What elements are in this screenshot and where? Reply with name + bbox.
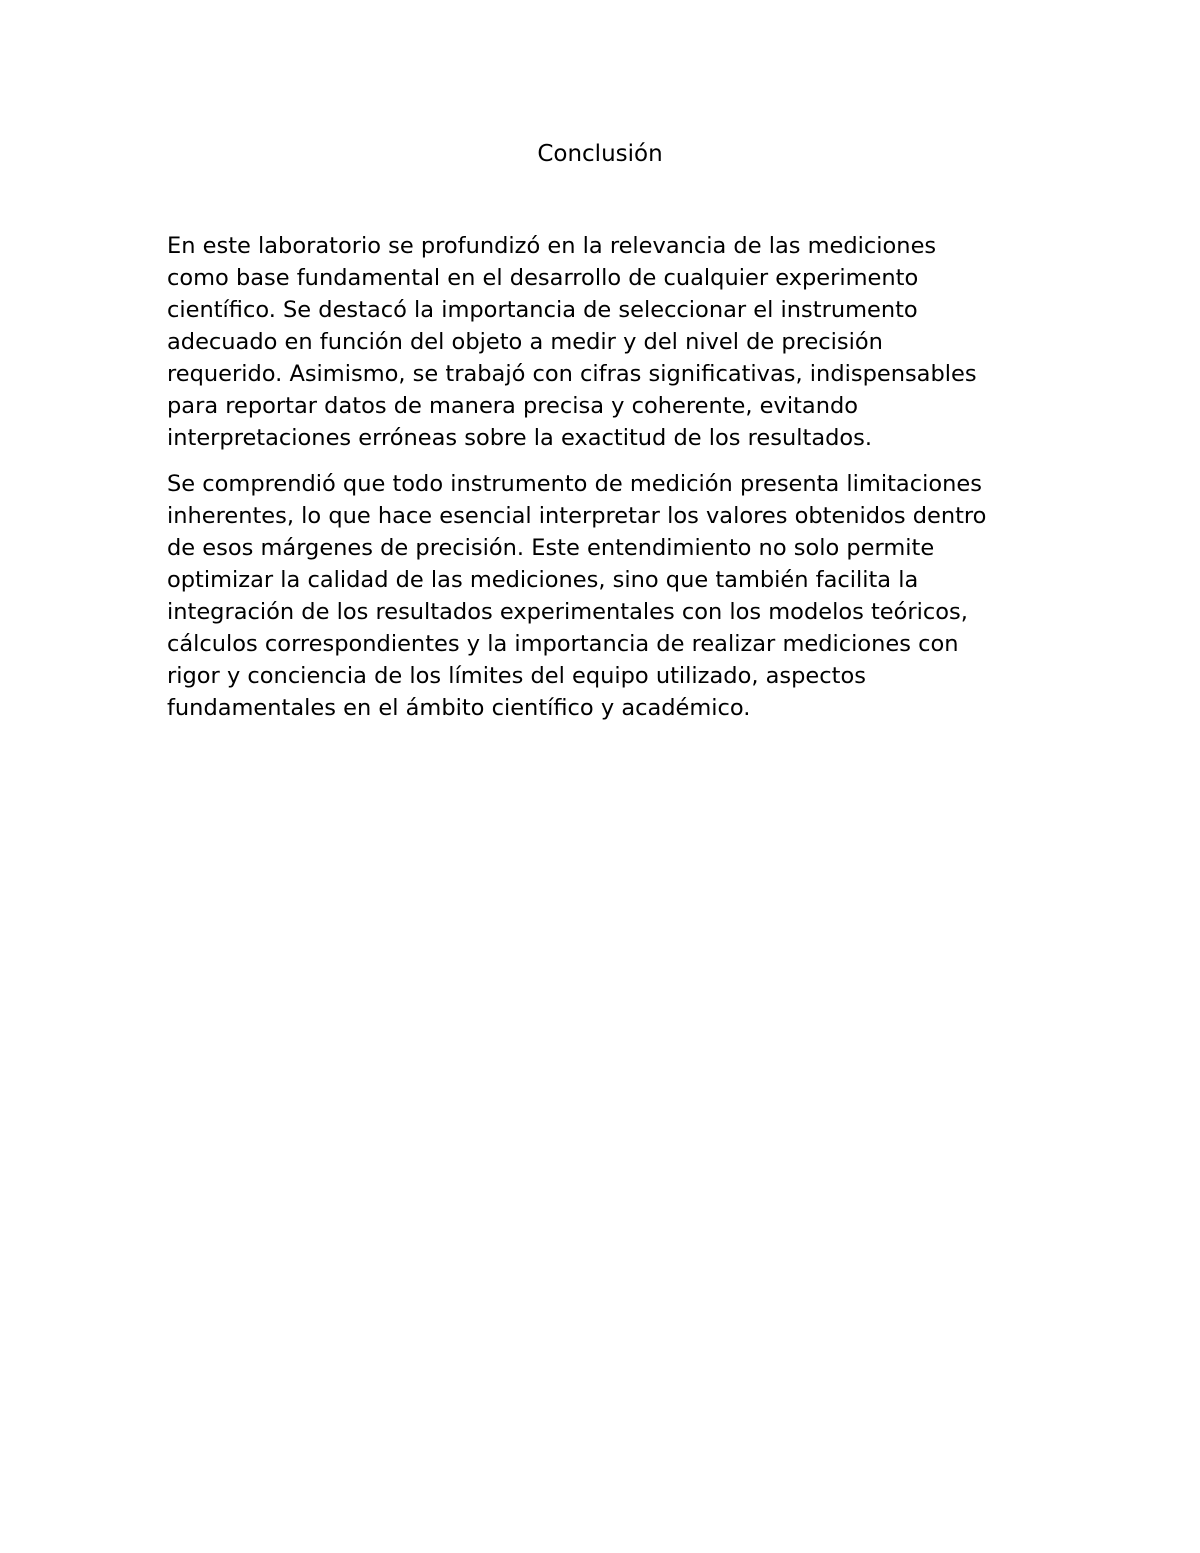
text-line: requerido. Asimismo, se trabajó con cifras significativas, indispensables bbox=[167, 361, 977, 387]
text-line: científico. Se destacó la importancia de seleccionar el instrumento bbox=[167, 297, 918, 323]
text-line: para reportar datos de manera precisa y coherente, evitando bbox=[167, 393, 859, 419]
text-line: cálculos correspondientes y la importancia de realizar mediciones con bbox=[167, 631, 959, 657]
paragraph-2 bbox=[167, 468, 1047, 724]
text-line: optimizar la calidad de las mediciones, sino que también facilita la bbox=[167, 567, 919, 593]
text-line: Se comprendió que todo instrumento de medición presenta limitaciones bbox=[167, 471, 982, 497]
text-line: inherentes, lo que hace esencial interpretar los valores obtenidos dentro bbox=[167, 503, 987, 529]
text-line: En este laboratorio se profundizó en la relevancia de las mediciones bbox=[167, 233, 937, 259]
text-line: rigor y conciencia de los límites del equipo utilizado, aspectos bbox=[167, 663, 866, 689]
text-line: fundamentales en el ámbito científico y académico. bbox=[167, 695, 751, 721]
document-body bbox=[167, 230, 1047, 724]
text-line: como base fundamental en el desarrollo de cualquier experimento bbox=[167, 265, 919, 291]
text-line: integración de los resultados experimentales con los modelos teóricos, bbox=[167, 599, 968, 625]
document-title: Conclusión bbox=[537, 141, 663, 167]
paragraph-1 bbox=[167, 230, 1047, 454]
text-line: interpretaciones erróneas sobre la exactitud de los resultados. bbox=[167, 425, 873, 451]
text-line: adecuado en función del objeto a medir y del nivel de precisión bbox=[167, 329, 883, 355]
text-line: de esos márgenes de precisión. Este entendimiento no solo permite bbox=[167, 535, 935, 561]
